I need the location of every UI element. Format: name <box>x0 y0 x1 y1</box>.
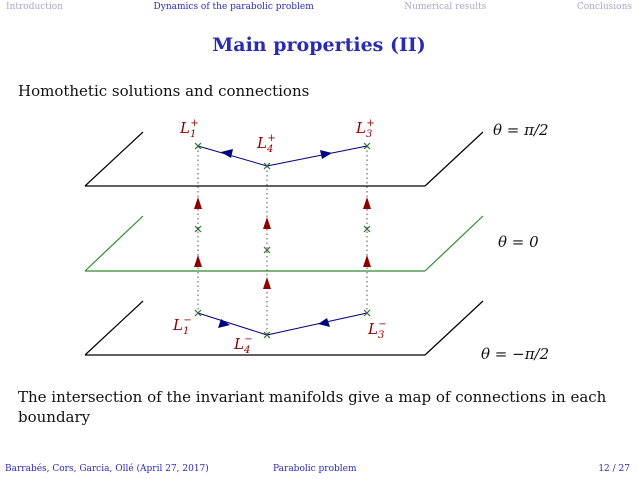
point-marker <box>195 310 201 316</box>
footer-page: 12 / 27 <box>598 464 630 474</box>
vertical-arrowhead <box>194 197 202 209</box>
label-L4-plus: $L_4+$ <box>257 133 276 155</box>
vertical-arrowhead <box>363 255 371 267</box>
plane-labels <box>481 121 549 363</box>
label-L1-minus: $L_1-$ <box>173 315 192 337</box>
vertical-arrowhead <box>194 255 202 267</box>
nav-item-numerical-results[interactable]: Numerical results <box>404 2 487 12</box>
label-L3-plus: $L_3+$ <box>356 118 375 140</box>
vertical-arrowhead <box>263 217 271 229</box>
label-theta-bottom: θ = −π/2 <box>481 345 550 363</box>
nav-item-conclusions[interactable]: Conclusions <box>576 2 632 12</box>
flow-arrowhead <box>318 318 330 327</box>
vertical-arrows <box>194 197 371 289</box>
footer-authors: Barrabés, Cors, Garcia, Ollé (April 27, 2017) <box>5 464 209 474</box>
point-marker <box>195 143 201 149</box>
footer-title: Parabolic problem <box>273 464 357 474</box>
plane-top <box>85 132 483 186</box>
plane-middle <box>85 216 483 271</box>
vertical-arrowhead <box>363 197 371 209</box>
vertical-arrowhead <box>263 277 271 289</box>
footer <box>0 462 638 478</box>
label-L3-minus: $L_3-$ <box>368 319 387 341</box>
top-connections <box>198 146 367 166</box>
vertical-dotted-lines <box>198 146 367 335</box>
slide-title: Main properties (II) <box>212 34 426 56</box>
flow-arrowhead <box>320 150 332 159</box>
point-marker <box>364 226 370 232</box>
point-markers <box>195 143 370 338</box>
point-marker <box>195 226 201 232</box>
nav-item-dynamics[interactable]: Dynamics of the parabolic problem <box>153 2 314 12</box>
label-L1-plus: $L_1+$ <box>180 118 199 140</box>
nav-item-introduction[interactable]: Introduction <box>6 2 63 12</box>
slide-conclusion: The intersection of the invariant manifolds give a map of connections in each boundary <box>18 388 607 426</box>
label-theta-middle: θ = 0 <box>498 233 539 251</box>
plane-bottom <box>85 301 483 355</box>
label-L4-minus: $L_4-$ <box>234 334 253 356</box>
point-labels <box>172 118 387 356</box>
label-theta-top: θ = π/2 <box>493 121 549 139</box>
slide-subtitle: Homothetic solutions and connections <box>18 82 310 100</box>
